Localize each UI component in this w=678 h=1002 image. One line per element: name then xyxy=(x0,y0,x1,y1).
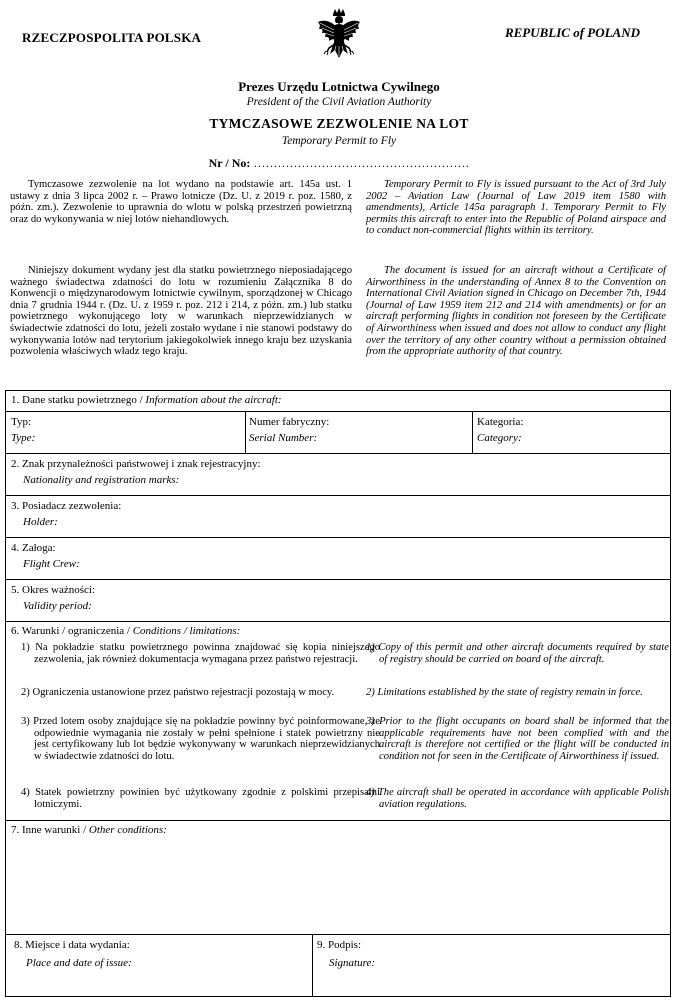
validity-label-en: Validity period: xyxy=(23,600,92,612)
condition-1-en: 1) Copy of this permit and other aircraft documents required by state of registry should be carried on board of the aircraft. xyxy=(366,642,669,665)
other-conditions-pl: 7. Inne warunki / xyxy=(11,824,89,836)
holder-label-pl: 3. Posiadacz zezwolenia: xyxy=(11,500,122,512)
signature-label-en: Signature: xyxy=(329,957,376,969)
authority-title-en: President of the Civil Aviation Authority xyxy=(246,96,432,108)
section-conditions xyxy=(11,625,240,638)
permit-number-field[interactable]: ……………………………………………… xyxy=(253,156,470,170)
registration-marks-field[interactable] xyxy=(11,458,261,487)
condition-4-pl: 4) Statek powietrzny powinien być użytkowany zgodnie z polskimi przepisami lotniczymi. xyxy=(21,787,380,810)
registration-label-en: Nationality and registration marks: xyxy=(23,474,180,486)
type-label-en: Type: xyxy=(11,432,36,444)
intro-paragraph-pl-2: Niniejszy dokument wydany jest dla statku powietrznego nieposiadającego ważnego świadectwa zdatności do lotu w rozumieniu Załącznika 8 do Konwencji o międzynarodowym lotnictwie cywilnym, sporządzonej w Chicago dnia 7 grudnia 1944 r. (Dz. U. z 1959 r. poz. 212 i 214, z późn. zm.) lub statku powietrznego wykonującego loty w warunkach nieprzewidzianych w świadectwie zdatności do lotu, jeżeli zostało wydane i nie stanowi podstawy do wykonywania lotów nad terytorium jakiegokolwiek innego kraju bez uzyskania pozwolenia właściwych władz tego kraju. xyxy=(10,265,352,358)
validity-period-field[interactable] xyxy=(11,584,95,613)
condition-3-en: 3) Prior to the flight occupants on board shall be informed that the applicable requirements have not been complied with and the aircraft is therefore not certified or the flight will be conducted in condition not for seen in the Certificate of Airworthiness if issued. xyxy=(366,716,669,762)
intro-paragraph-pl-1: Tymczasowe zezwolenie na lot wydano na podstawie art. 145a ust. 1 ustawy z dnia 3 lipca 2002 r. – Prawo lotnicze (Dz. U. z 2019 r. poz. 1580, z późn. zm.). Zezwolenie to uprawnia do wlotu w polską przestrzeń powietrzną oraz do wykonywania w niej lotów niehandlowych. xyxy=(10,179,352,225)
polish-eagle-emblem-icon xyxy=(316,8,362,66)
validity-label-pl: 5. Okres ważności: xyxy=(11,584,96,596)
condition-2-en: 2) Limitations established by the state of registry remain in force. xyxy=(366,687,643,698)
condition-4-en: 4) The aircraft shall be operated in accordance with applicable Polish aviation regulations. xyxy=(366,787,669,810)
signature-label-pl: 9. Podpis: xyxy=(317,939,362,951)
permit-number-label: Nr / No: xyxy=(208,156,251,170)
permit-form xyxy=(5,390,671,997)
crew-label-en: Flight Crew: xyxy=(23,558,80,570)
category-field[interactable] xyxy=(477,416,523,445)
authority-title-pl: Prezes Urzędu Lotnictwa Cywilnego xyxy=(238,79,440,94)
section-aircraft-info xyxy=(11,394,282,407)
registration-label-pl: 2. Znak przynależności państwowej i znak rejestracyjny: xyxy=(11,458,261,470)
condition-3-pl: 3) Przed lotem osoby znajdujące się na pokładzie powinny być poinformowane, że odpowiednie wymagania nie zostały w pełni spełnione i statek powietrzny nie jest certyfikowany lub lot będzie wykonywany w warunkach nieprzewidzianych w świadectwie zdatności do lotu. xyxy=(21,716,380,762)
flight-crew-field[interactable] xyxy=(11,542,80,571)
permit-number xyxy=(0,156,678,171)
intro-paragraph-en-1: Temporary Permit to Fly is issued pursuant to the Act of 3rd July 2002 – Aviation Law (Journal of Law 2019 item 1580 with amendments), Article 145a paragraph 1. Temporary Permit to Fly permits this aircraft to enter into the Republic of Poland airspace and to conduct non-commercial flights within its territory. xyxy=(366,179,666,237)
intro-paragraph-en-2: The document is issued for an aircraft without a Certificate of Airworthiness in the understanding of Annex 8 to the Convention on International Civil Aviation signed in Chicago on December 7th, 1944 (Journal of Law 1959 item 212 and 214 with amendments) or for an aircraft performing flights in condition not foreseen by the Certificate of Airworthiness when issued and does not allow to conduct any flight over the territory of any other country without a permission obtained from the appropriate authority of that country. xyxy=(366,265,666,358)
conditions-title-en: Conditions / limitations: xyxy=(132,625,241,637)
other-conditions-field[interactable] xyxy=(11,824,167,837)
conditions-title-pl: 6. Warunki / ograniczenia / xyxy=(11,625,133,637)
category-label-pl: Kategoria: xyxy=(477,416,524,428)
type-label-pl: Typ: xyxy=(11,416,32,428)
country-name-en: REPUBLIC of POLAND xyxy=(504,25,640,40)
serial-label-pl: Numer fabryczny: xyxy=(249,416,330,428)
type-field[interactable] xyxy=(11,416,35,445)
crew-label-pl: 4. Załoga: xyxy=(11,542,56,554)
holder-label-en: Holder: xyxy=(23,516,58,528)
document-title-en: Temporary Permit to Fly xyxy=(281,135,397,147)
holder-field[interactable] xyxy=(11,500,121,529)
place-date-field[interactable] xyxy=(14,939,132,970)
section-aircraft-info-pl: 1. Dane statku powietrznego / xyxy=(11,394,146,406)
document-title-pl: TYMCZASOWE ZEZWOLENIE NA LOT xyxy=(209,116,469,131)
condition-2-pl: 2) Ograniczenia ustanowione przez państwo rejestracji pozostają w mocy. xyxy=(21,687,335,698)
serial-number-field[interactable] xyxy=(249,416,329,445)
condition-1-pl: 1) Na pokładzie statku powietrznego powinna znajdować się kopia niniejszego zezwolenia, jak również dokumentacja wymagana przez państwo rejestracji. xyxy=(21,642,380,665)
place-date-label-en: Place and date of issue: xyxy=(26,957,132,969)
other-conditions-en: Other conditions: xyxy=(88,824,167,836)
place-date-label-pl: 8. Miejsce i data wydania: xyxy=(14,939,130,951)
section-aircraft-info-en: Information about the aircraft: xyxy=(145,394,282,406)
country-name-pl: RZECZPOSPOLITA POLSKA xyxy=(22,30,202,45)
category-label-en: Category: xyxy=(477,432,522,444)
signature-field[interactable] xyxy=(317,939,375,970)
serial-label-en: Serial Number: xyxy=(249,432,318,444)
